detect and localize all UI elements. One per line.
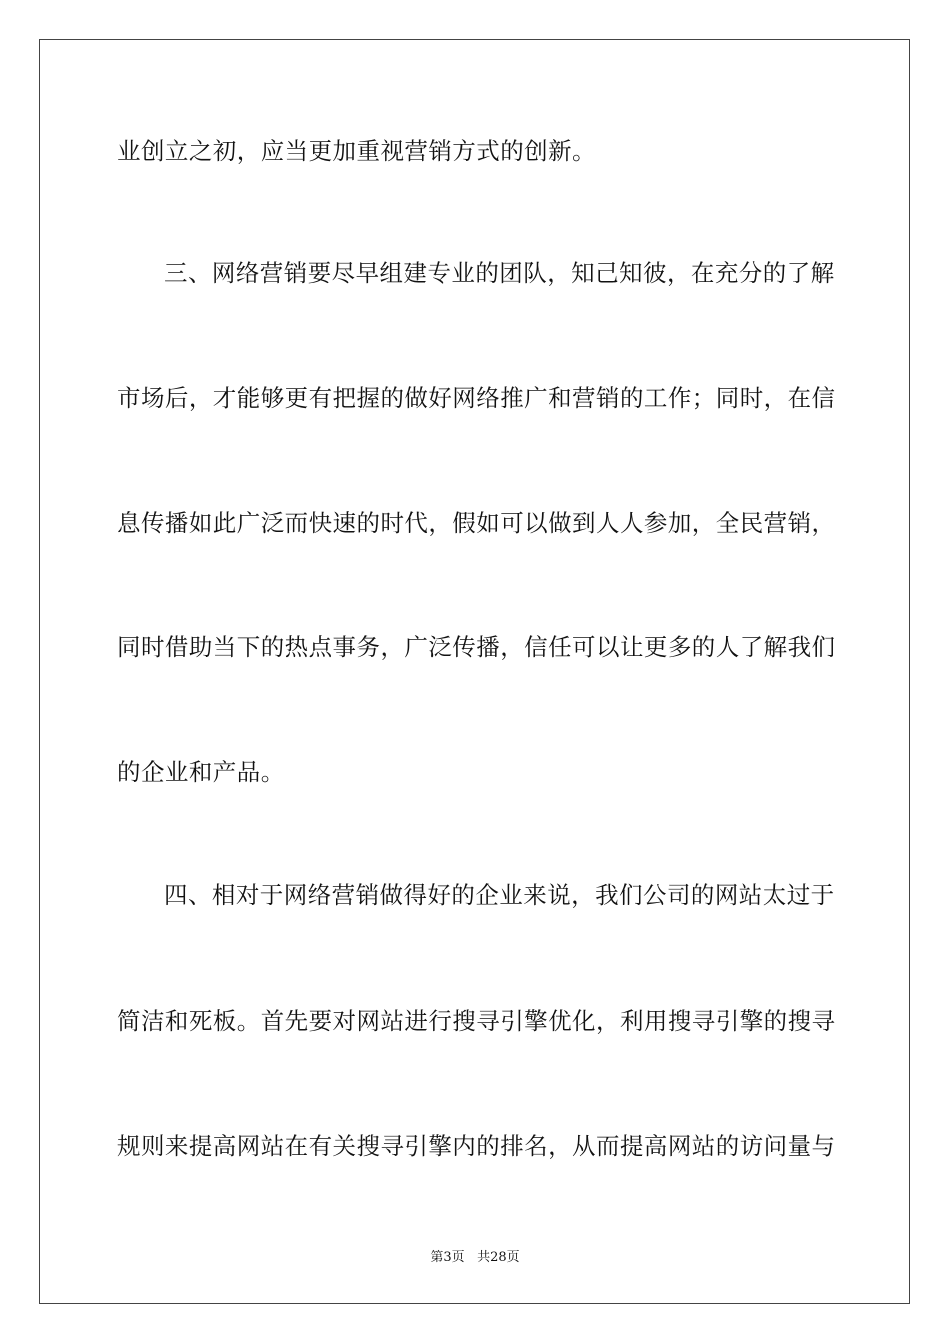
paragraph-line: 市场后，才能够更有把握的做好网络推广和营销的工作；同时，在信 <box>117 384 836 412</box>
paragraph-line: 规则来提高网站在有关搜寻引擎内的排名，从而提高网站的访问量与 <box>117 1132 836 1160</box>
page-border <box>39 39 910 1304</box>
paragraph-line: 的企业和产品。 <box>117 758 285 786</box>
paragraph-line: 四、相对于网络营销做得好的企业来说，我们公司的网站太过于 <box>164 881 835 909</box>
paragraph-line: 业创立之初，应当更加重视营销方式的创新。 <box>117 137 596 165</box>
paragraph-line: 同时借助当下的热点事务，广泛传播，信任可以让更多的人了解我们 <box>117 633 836 661</box>
total-pages: 共28页 <box>477 1250 520 1265</box>
page-number: 第3页 <box>430 1250 465 1265</box>
page-footer <box>0 1249 950 1267</box>
paragraph-line: 简洁和死板。首先要对网站进行搜寻引擎优化，利用搜寻引擎的搜寻 <box>117 1007 836 1035</box>
paragraph-line: 三、网络营销要尽早组建专业的团队，知己知彼，在充分的了解 <box>164 259 835 287</box>
paragraph-line: 息传播如此广泛而快速的时代，假如可以做到人人参加，全民营销， <box>117 509 836 537</box>
